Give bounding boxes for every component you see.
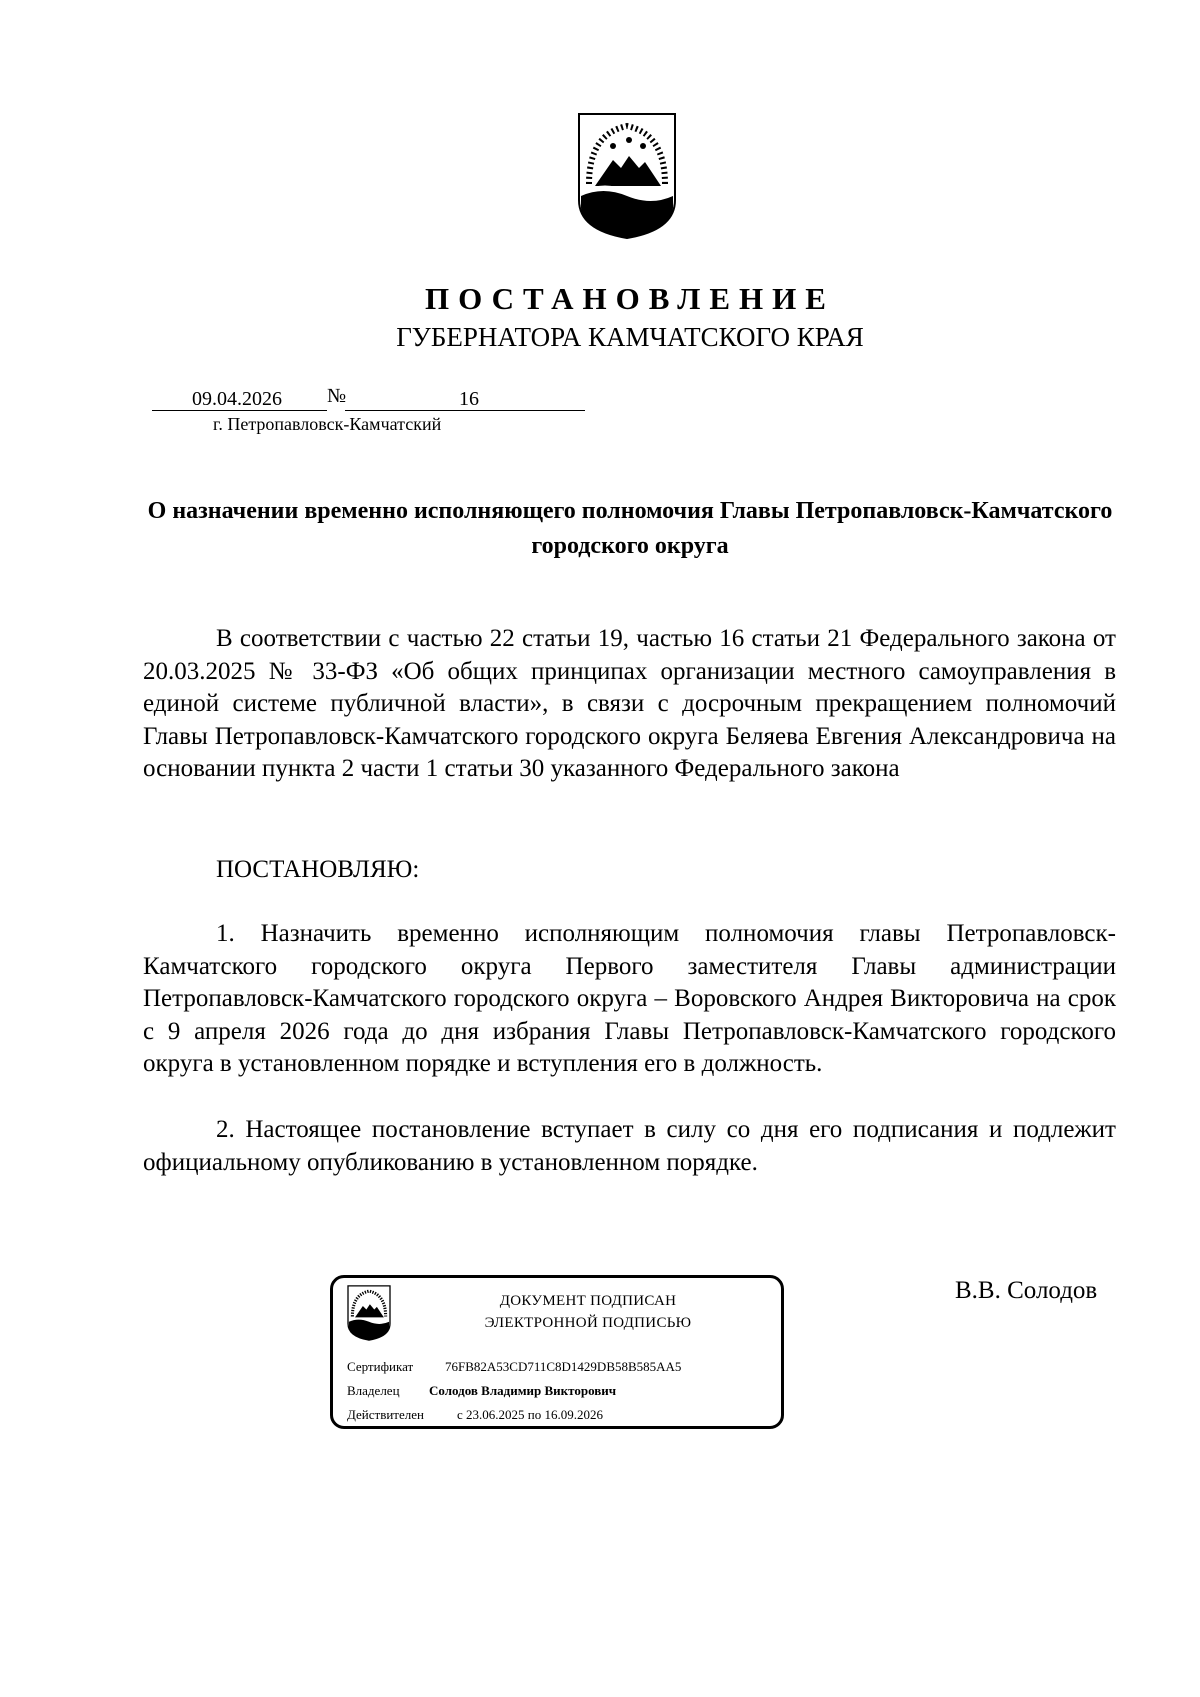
stamp-coat-of-arms-icon — [347, 1285, 391, 1341]
owner-label: Владелец — [347, 1383, 400, 1398]
validity-row — [347, 1407, 603, 1423]
document-heading — [0, 279, 1200, 355]
document-issuer: ГУБЕРНАТОРА КАМЧАТСКОГО КРАЯ — [396, 322, 864, 352]
document-subject: О назначении временно исполняющего полномочия Главы Петропавловск-Камчатского городского округа — [147, 498, 1113, 559]
document-place: г. Петропавловск-Камчатский — [213, 414, 442, 434]
stamp-line-2: ЭЛЕКТРОННОЙ ПОДПИСЬЮ — [484, 1315, 692, 1331]
decree-item-2: 2. Настоящее постановление вступает в силу со дня его подписания и подлежит официальному опубликованию в установленном порядке. — [143, 1116, 1116, 1176]
coat-of-arms-icon — [576, 112, 678, 240]
owner-value: Солодов Владимир Викторович — [429, 1383, 617, 1398]
stamp-line-1: ДОКУМЕНТ ПОДПИСАН — [499, 1293, 677, 1309]
preamble-paragraph: В соответствии с частью 22 статьи 19, частью 16 статьи 21 Федерального закона от 20.03.2025 № 33-ФЗ «Об общих принципах организации местного самоуправления в единой системе публичной власти», в связи с досрочным прекращением полномочий Главы Петропавловск-Камчатского городского округа Беляева Евгения Александровича на основании пункта 2 части 1 статьи 30 указанного Федерального закона — [143, 625, 1116, 782]
signer-name: В.В. Солодов — [955, 1277, 1098, 1304]
document-number: 16 — [459, 388, 479, 410]
certificate-value: 76FB82A53CD711C8D1429DB58B585AA5 — [445, 1359, 682, 1374]
decree-item-1: 1. Назначить временно исполняющим полномочия главы Петропавловск-Камчатского городского округа Первого заместителя Главы администрации Петропавловск-Камчатского городского округа – Воровского Андрея Викторовича на срок с 9 апреля 2026 года до дня избрания Главы Петропавловск-Камчатского городского округа в установленном порядке и вступления его в должность. — [143, 920, 1116, 1077]
stamp-heading — [403, 1290, 773, 1334]
document-date: 09.04.2026 — [192, 388, 282, 410]
number-sign: № — [327, 385, 347, 407]
decree-word: ПОСТАНОВЛЯЮ: — [216, 856, 420, 883]
document-type: ПОСТАНОВЛЕНИЕ — [425, 281, 835, 316]
electronic-signature-stamp — [330, 1275, 784, 1429]
document-registration — [152, 382, 582, 412]
validity-label: Действителен — [347, 1407, 424, 1422]
owner-row — [347, 1383, 617, 1399]
certificate-label: Сертификат — [347, 1359, 414, 1374]
certificate-row — [347, 1359, 682, 1375]
validity-value: с 23.06.2025 по 16.09.2026 — [457, 1407, 603, 1422]
